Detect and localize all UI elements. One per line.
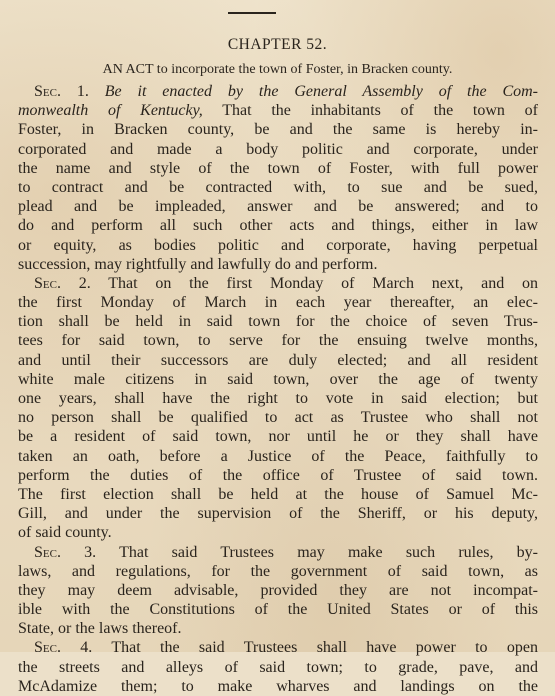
text-line [18, 485, 538, 504]
text-run: 1. [60, 83, 105, 100]
text-line [18, 351, 538, 370]
header-rule [228, 12, 276, 14]
text-line [18, 140, 538, 159]
text-run: be a resident of said town, nor until he or they shall have [18, 428, 538, 446]
text-line [18, 427, 538, 446]
text-run: 2. That on the first Monday of March next, and on [60, 274, 538, 292]
text-run: plead and be impleaded, answer and be answered; and to [18, 198, 538, 216]
text-line [18, 504, 538, 523]
text-line [18, 466, 538, 485]
text-line [18, 562, 538, 581]
text-run: the first Monday of March in each year thereafter, an elec- [18, 294, 538, 312]
text-run: do and perform all such other acts and things, either in law [18, 217, 538, 235]
text-line [18, 389, 538, 408]
text-line [18, 447, 538, 466]
text-run: Sec. [34, 543, 61, 561]
text-run: the name and style of the town of Foster, with full power [18, 159, 538, 177]
text-run: and until their successors are duly elected; and all resident [18, 351, 538, 369]
text-line [18, 408, 538, 427]
text-line [18, 236, 538, 255]
text-run: The first election shall be held at the house of Samuel Mc- [18, 485, 538, 503]
text-run: 3. That said Trustees may make such rules, by- [60, 543, 538, 561]
text-line [18, 331, 538, 350]
text-line [18, 101, 538, 120]
text-run: McAdamize them; to make wharves and landings on the [18, 677, 538, 695]
text-run: to contract and be contracted with, to sue and be sued, [18, 178, 538, 196]
text-line [18, 159, 538, 178]
text-run: Gill, and under the supervision of the Sheriff, or his deputy, [18, 505, 538, 523]
text-run: white male citizens in said town, over the age of twenty [18, 370, 538, 388]
text-line [18, 619, 538, 638]
text-run: That the inhabitants of the town of [202, 102, 538, 120]
chapter-heading: CHAPTER 52. [227, 36, 328, 53]
text-run: Be it enacted by the General Assembly of the Com- [104, 83, 539, 100]
text-line [18, 216, 538, 235]
text-line [18, 677, 538, 696]
act-title: AN ACT to incorporate the town of Foster, in Bracken county. [102, 62, 453, 77]
text-line [18, 197, 538, 216]
text-run: 4. That the said Trustees shall have power to open [60, 639, 538, 657]
text-run: one years, shall have the right to vote in said election; but [18, 390, 538, 407]
text-line [18, 293, 538, 312]
text-run: tees for said town, to serve for the ensuing twelve months, [18, 332, 538, 350]
text-run: no person shall be qualified to act as Trustee who shall not [18, 409, 538, 427]
text-run: laws, and regulations, for the government of said town, as [18, 562, 538, 580]
text-line [18, 120, 538, 139]
text-run: monwealth of Kentucky, [18, 102, 203, 120]
text-run: the streets and alleys of said town; to grade, pave, and [18, 658, 538, 676]
text-run: Sec. [34, 274, 61, 292]
text-line [18, 274, 538, 293]
text-run: tion shall be held in said town for the choice of seven Trus- [18, 313, 538, 331]
text-line [18, 600, 538, 619]
text-run: Foster, in Bracken county, be and the same is hereby in- [18, 121, 538, 139]
text-run: corporated and made a body politic and corporate, under [18, 140, 538, 158]
text-run: succession, may rightfully and lawfully do and perform. [18, 255, 378, 273]
text-run: ible with the Constitutions of the United States or of this [18, 601, 538, 619]
text-run: Sec. [34, 639, 61, 657]
text-run: or equity, as bodies politic and corporate, having perpetual [18, 236, 538, 254]
text-line [18, 638, 538, 657]
text-run: perform the duties of the office of Trustee of said town. [18, 466, 538, 484]
text-line [18, 658, 538, 677]
text-run: Sec. [34, 83, 61, 100]
text-line [18, 312, 538, 331]
text-run: of said county. [18, 524, 112, 542]
text-run: they may deem advisable, provided they are not incompat- [18, 581, 538, 599]
text-line [18, 82, 538, 101]
text-line [18, 543, 538, 562]
text-line [18, 370, 538, 389]
text-line [18, 581, 538, 600]
text-line [18, 255, 538, 274]
text-run: taken an oath, before a Justice of the Peace, faithfully to [18, 447, 538, 465]
text-line [18, 178, 538, 197]
text-line [18, 523, 538, 542]
body-text [18, 82, 538, 696]
text-run: State, or the laws thereof. [18, 620, 182, 638]
